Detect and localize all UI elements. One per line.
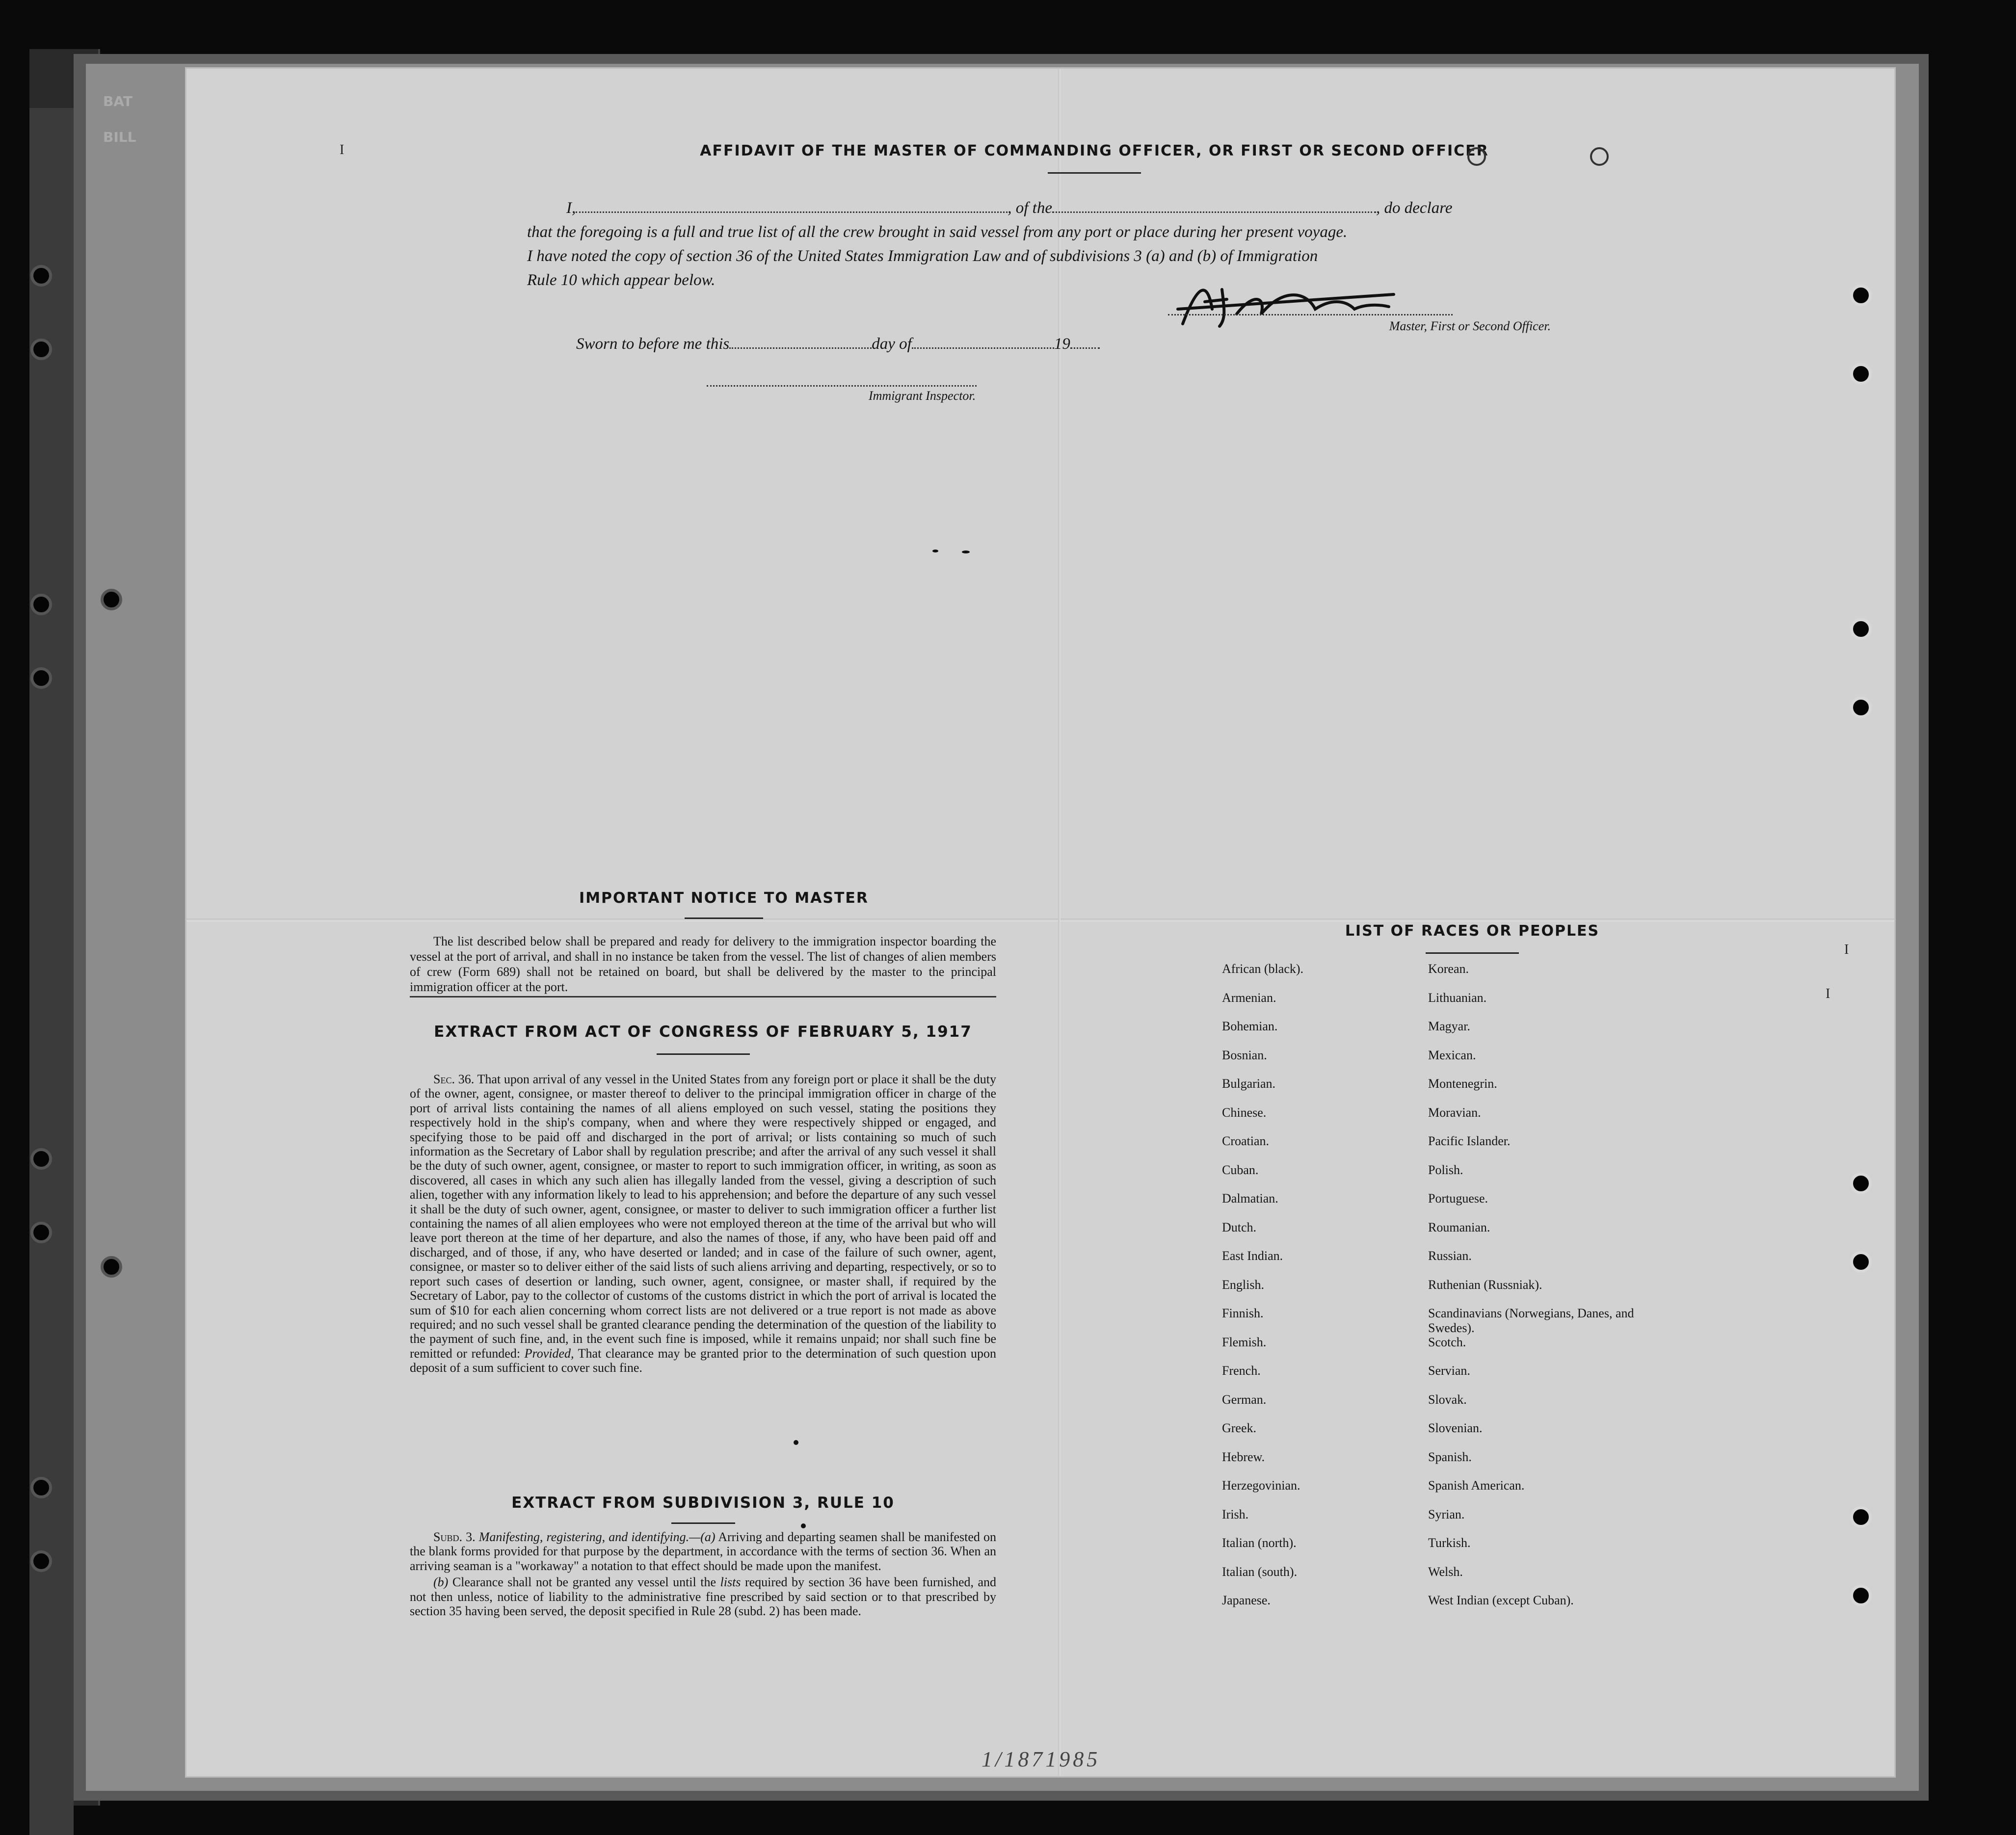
margin-mark: I — [340, 142, 345, 157]
svg-text:H. V. Clark: H. V. Clark — [1227, 316, 1230, 317]
race-item: German. — [1222, 1392, 1267, 1407]
notice-text: The list described below shall be prepared and ready for delivery to the immigration inspector boarding the vessel at the port of arrival, and shall in no instance be taken from the vessel. The list of changes of alien members of crew (Form 689) shall not be retained on board, but shall be delivered by the master to the principal immigration officer at the port. — [410, 934, 996, 994]
race-item: Korean. — [1428, 962, 1469, 976]
speck — [932, 550, 938, 552]
declaration-line-4: Rule 10 which appear below. — [527, 271, 716, 289]
declaration-line-2: that the foregoing is a full and true list of all the crew brought in said vessel from any port or place during her present voyage. — [527, 223, 1348, 241]
punch-mark — [1467, 147, 1486, 166]
race-item: Montenegrin. — [1428, 1076, 1497, 1091]
binder-edge-text: BAT BILL — [103, 93, 136, 145]
race-item: Moravian. — [1428, 1105, 1481, 1120]
binder-hole — [30, 1550, 52, 1572]
race-item: Scotch. — [1428, 1335, 1466, 1349]
race-item: Hebrew. — [1222, 1449, 1265, 1464]
race-item: Servian. — [1428, 1363, 1470, 1378]
race-item: Bohemian. — [1222, 1019, 1278, 1033]
signature-caption: Master, First or Second Officer. — [1389, 319, 1551, 333]
title-rule — [685, 918, 763, 919]
race-item: Magyar. — [1428, 1019, 1470, 1033]
race-item: French. — [1222, 1363, 1261, 1378]
title-rule — [657, 1053, 750, 1055]
page-hole — [1850, 697, 1872, 718]
race-item: Dutch. — [1222, 1220, 1257, 1234]
sworn-line: Sworn to before me this day of 19 — [576, 335, 1100, 353]
race-item: Polish. — [1428, 1162, 1463, 1177]
race-item: English. — [1222, 1277, 1264, 1292]
page-hole — [1850, 285, 1872, 306]
race-item: Greek. — [1222, 1421, 1257, 1435]
race-item: East Indian. — [1222, 1249, 1283, 1263]
signature-line — [1168, 314, 1453, 315]
declaration-line-1: I, , of the , do declare — [566, 199, 1453, 217]
title-rule — [1426, 952, 1519, 954]
binder-hole — [30, 1148, 52, 1170]
races-column-right — [1428, 962, 1654, 1622]
extract-rule-title: EXTRACT FROM SUBDIVISION 3, RULE 10 — [410, 1494, 996, 1524]
inspector-caption: Immigrant Inspector. — [869, 389, 976, 403]
month-blank — [912, 337, 1054, 349]
speck — [794, 1440, 798, 1445]
race-item: Lithuanian. — [1428, 990, 1487, 1005]
race-item: Bosnian. — [1222, 1048, 1267, 1062]
binder-hole — [30, 1222, 52, 1243]
race-item: Armenian. — [1222, 990, 1276, 1005]
race-item: Chinese. — [1222, 1105, 1267, 1120]
declaration-line-3: I have noted the copy of section 36 of the United States Immigration Law and of subdivisions 3 (a) and (b) of Immigration — [527, 247, 1318, 265]
race-item: Herzegovinian. — [1222, 1478, 1300, 1493]
race-item: Croatian. — [1222, 1134, 1270, 1148]
race-item: Portuguese. — [1428, 1191, 1488, 1206]
document-page — [186, 69, 1894, 1776]
page-hole — [1850, 363, 1872, 385]
bottom-stamp: 1/1871985 — [981, 1747, 1101, 1771]
year-blank — [1070, 337, 1100, 349]
race-item: Scandinavians (Norwegians, Danes, and Swedes). — [1428, 1306, 1634, 1335]
day-blank — [729, 337, 872, 349]
subdivision-para-a: Subd. 3. Manifesting, registering, and identifying.—(a) Arriving and departing seamen shall be manifested on the blank forms provided for that purpose by the department, in accordance with the terms of section 36. When an arriving seaman is a "workaway" a notation to that effect should be made upon the manifest. — [410, 1530, 997, 1573]
margin-mark: I — [1844, 942, 1849, 957]
subdivision-3-text — [410, 1530, 996, 1620]
race-item: Italian (south). — [1222, 1564, 1298, 1579]
race-item: African (black). — [1222, 962, 1304, 976]
race-item: Pacific Islander. — [1428, 1134, 1511, 1148]
notice-title: IMPORTANT NOTICE TO MASTER — [540, 890, 908, 919]
page-hole — [1850, 1173, 1872, 1194]
name-blank — [576, 201, 1008, 213]
race-item: Spanish. — [1428, 1449, 1472, 1464]
page-hole — [1850, 1506, 1872, 1528]
binder-strip — [29, 108, 74, 1835]
race-item: Turkish. — [1428, 1536, 1471, 1550]
binder-hole — [101, 1256, 122, 1278]
title-rule — [671, 1522, 735, 1524]
race-item: Mexican. — [1428, 1048, 1476, 1062]
binder-hole — [30, 339, 52, 360]
vessel-blank — [1052, 201, 1376, 213]
race-item: Italian (north). — [1222, 1536, 1297, 1550]
race-item: Dalmatian. — [1222, 1191, 1278, 1206]
page-hole — [1850, 618, 1872, 640]
binder-hole — [30, 594, 52, 615]
margin-mark: I — [1826, 986, 1830, 1001]
page-hole — [1850, 1251, 1872, 1273]
races-title: LIST OF RACES OR PEOPLES — [1227, 922, 1718, 954]
page-hole — [1850, 1585, 1872, 1606]
race-item: Slovak. — [1428, 1392, 1467, 1407]
fold-line-horizontal — [186, 918, 1894, 921]
race-item: Ruthenian (Russniak). — [1428, 1277, 1542, 1292]
race-item: Welsh. — [1428, 1564, 1463, 1579]
extract-act-title: EXTRACT FROM ACT OF CONGRESS OF FEBRUARY 5, 1917 — [410, 1023, 996, 1055]
binder-hole — [30, 667, 52, 689]
race-item: Syrian. — [1428, 1507, 1465, 1521]
affidavit-title — [628, 142, 1561, 174]
affidavit-title-text: AFFIDAVIT OF THE MASTER OF COMMANDING OFFICER, OR FIRST OR SECOND OFFICER — [700, 142, 1489, 159]
binder-hole — [30, 265, 52, 287]
binder-hole — [101, 589, 122, 610]
race-item: Finnish. — [1222, 1306, 1264, 1320]
speck — [962, 550, 970, 553]
punch-mark — [1590, 147, 1609, 166]
speck — [801, 1523, 806, 1528]
title-rule — [1048, 172, 1141, 174]
declaration-text — [527, 196, 1656, 292]
subdivision-para-b: (b) Clearance shall not be granted any vessel until the lists required by section 36 have been furnished, and not then unless, notice of liability to the administrative fine prescribed by said section or to that prescribed by section 35 having been served, the deposit specified in Rule 28 (subd. 2) has been made. — [410, 1575, 997, 1619]
race-item: Roumanian. — [1428, 1220, 1490, 1234]
race-item: Spanish American. — [1428, 1478, 1525, 1493]
inspector-signature-line — [707, 385, 977, 387]
section-divider — [410, 996, 996, 997]
race-item: West Indian (except Cuban). — [1428, 1593, 1574, 1607]
race-item: Slovenian. — [1428, 1421, 1483, 1435]
section-36-text: Sec. 36. That upon arrival of any vessel in the United States from any foreign port or place it shall be the duty of the owner, agent, consignee, or master thereof to deliver to the principal immigration officer in charge of the port of arrival lists containing the names of all aliens employed on such vessel, stating the positions they respectively hold in the ship's company, when and where they were respectively shipped or engaged, and specifying those to be paid off and discharged in the port of arrival; or lists containing so much of such information as the Secretary of Labor shall by regulation prescribe; and after the arrival of any such vessel it shall be the duty of such owner, agent, consignee, or master to report to such immigration officer, in writing, as soon as discovered, all cases in which any such alien has illegally landed from the vessel, giving a description of such alien, together with any information likely to lead to his apprehension; and before the departure of any such vessel it shall be the duty of such owner, agent, consignee, or master to deliver to such immigration officer a further list containing the names of all alien employees who were not employed thereon at the time of the arrival but who will leave port thereon at the time of her departure, and also the names of those, if any, who have been paid off and discharged, and of those, if any, who have deserted or landed; and in case of the failure of such owner, agent, consignee, or master so to deliver either of the said lists of such aliens arriving and departing, respectively, or so to report such cases of desertion or landing, such owner, agent, consignee, or master shall, if required by the Secretary of Labor, pay to the collector of customs of the customs district in which the port of arrival is located the sum of $10 for each alien concerning whom correct lists are not delivered or a true report is not made as above required; and no such vessel shall be granted clearance pending the determination of the question of the liability to the payment of such fine, and, in the event such fine is imposed, while it remains unpaid; nor shall such fine be remitted or refunded: Provided, That clearance may be granted prior to the determination of such question upon deposit of a sum sufficient to cover such fine. — [410, 1072, 997, 1375]
fold-line-vertical — [1058, 69, 1061, 1776]
race-item: Flemish. — [1222, 1335, 1267, 1349]
binder-hole — [30, 1477, 52, 1498]
race-item: Cuban. — [1222, 1162, 1259, 1177]
races-column-left — [1222, 962, 1448, 1622]
race-item: Irish. — [1222, 1507, 1249, 1521]
race-item: Bulgarian. — [1222, 1076, 1276, 1091]
race-item: Japanese. — [1222, 1593, 1271, 1607]
race-item: Russian. — [1428, 1249, 1472, 1263]
